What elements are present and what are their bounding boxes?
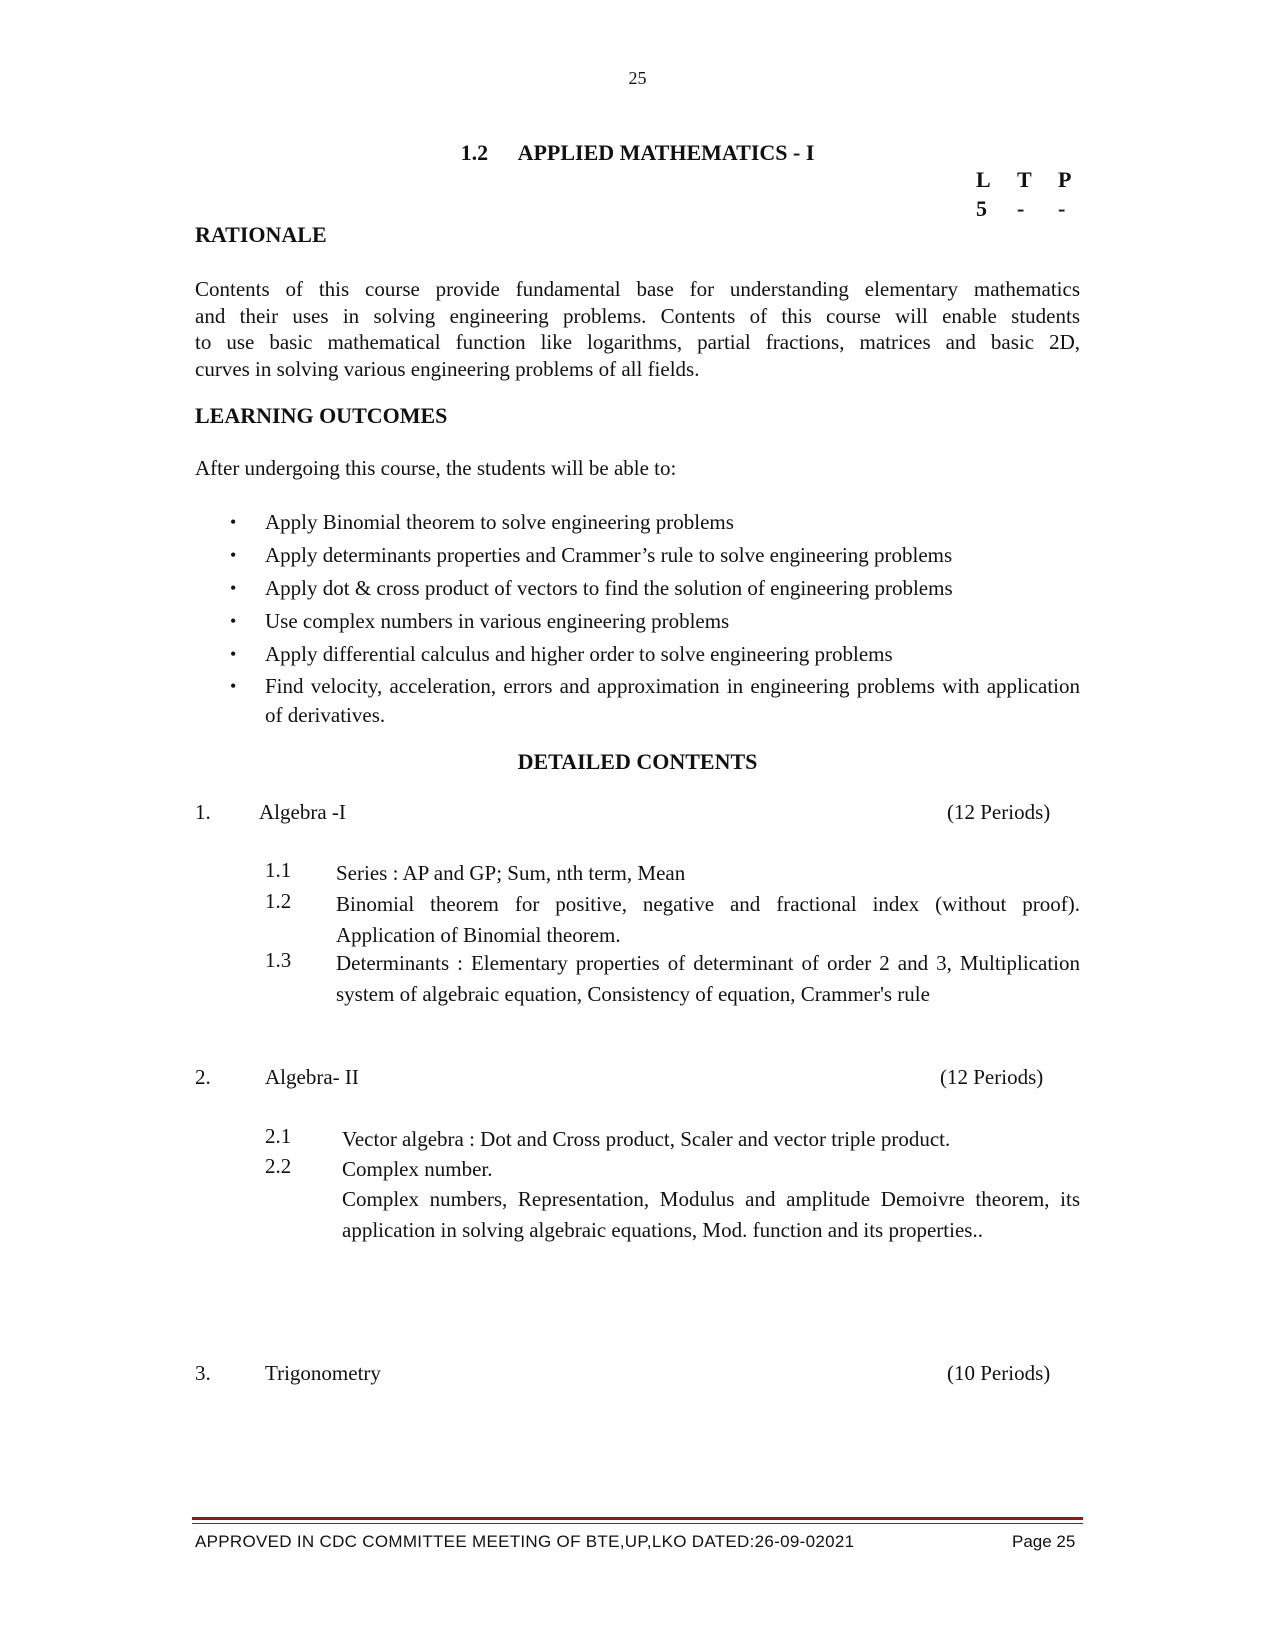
section-periods: (10 Periods)	[947, 1361, 1051, 1385]
course-number: 1.2	[460, 140, 489, 165]
rationale-line: to use basic mathematical function like logarithms, partial fractions, matrices and basic 2D,	[195, 330, 1080, 354]
list-item: • Apply differential calculus and higher order to solve engineering problems	[230, 639, 1080, 669]
subsection-number: 2.1	[265, 1124, 292, 1148]
bullet-icon: •	[230, 545, 237, 565]
bullet-icon: •	[230, 512, 237, 532]
ltp-values	[976, 196, 1099, 222]
ltp-header-l: L	[976, 167, 991, 192]
section-number: 1.	[195, 800, 211, 824]
footer-rule-thin	[192, 1523, 1083, 1524]
list-item: • Find velocity, acceleration, errors and approximation in engineering problems with application of derivatives.	[230, 674, 1080, 727]
course-title	[0, 140, 1275, 166]
subsection-text: Binomial theorem for positive, negative and fractional index (without proof). Application of Binomial theorem.	[336, 892, 1080, 947]
rationale-paragraph	[195, 276, 1080, 382]
ltp-headers	[976, 167, 1099, 193]
section-number: 2.	[195, 1065, 211, 1089]
section-periods: (12 Periods)	[940, 1065, 1044, 1089]
footer-approval-text: APPROVED IN CDC COMMITTEE MEETING OF BTE,UP,LKO DATED:26-09-02021	[195, 1532, 855, 1551]
learning-outcomes-heading: LEARNING OUTCOMES	[195, 403, 448, 428]
list-item: • Use complex numbers in various engineering problems	[230, 606, 1080, 636]
rationale-line: curves in solving various engineering problems of all fields.	[195, 356, 700, 381]
subsection-number: 1.1	[265, 858, 292, 882]
section-title: Algebra- II	[265, 1065, 359, 1089]
section-title: Trigonometry	[265, 1361, 381, 1385]
subsection-number: 2.2	[265, 1154, 292, 1178]
footer-rule	[192, 1517, 1083, 1520]
ltp-value-p: -	[1058, 196, 1066, 221]
bullet-icon: •	[230, 578, 237, 598]
course-name: APPLIED MATHEMATICS - I	[517, 140, 815, 165]
list-item: • Apply determinants properties and Crammer’s rule to solve engineering problems	[230, 540, 1080, 570]
section-periods: (12 Periods)	[947, 800, 1051, 824]
subsection-text: Series : AP and GP; Sum, nth term, Mean	[336, 861, 686, 885]
list-item: • Apply dot & cross product of vectors to find the solution of engineering problems	[230, 573, 1080, 603]
subsection-text: Complex numbers, Representation, Modulus and amplitude Demoivre theorem, its application in solving algebraic equations, Mod. function and its properties..	[342, 1187, 1080, 1242]
bullet-icon: •	[230, 611, 237, 631]
subsection-text: Determinants : Elementary properties of determinant of order 2 and 3, Multiplication system of algebraic equation, Consistency of equation, Crammer's rule	[336, 951, 1080, 1006]
rationale-heading: RATIONALE	[195, 222, 327, 247]
subsection-number: 1.2	[265, 889, 292, 913]
learning-outcomes-list	[230, 507, 1080, 733]
subsection-text: Vector algebra : Dot and Cross product, Scaler and vector triple product.	[342, 1127, 951, 1151]
page-number-top: 25	[628, 68, 647, 88]
bullet-icon: •	[230, 676, 237, 696]
ltp-value-t: -	[1017, 196, 1025, 221]
ltp-header-p: P	[1058, 167, 1072, 192]
subsection-text: Complex number.	[342, 1157, 493, 1181]
section-title: Algebra -I	[259, 800, 346, 824]
detailed-contents-heading: DETAILED CONTENTS	[517, 749, 758, 774]
ltp-value-l: 5	[976, 196, 987, 221]
list-item: • Apply Binomial theorem to solve engineering problems	[230, 507, 1080, 537]
bullet-icon: •	[230, 644, 237, 664]
section-number: 3.	[195, 1361, 211, 1385]
ltp-header-t: T	[1017, 167, 1032, 192]
subsection-number: 1.3	[265, 948, 292, 972]
rationale-line: and their uses in solving engineering problems. Contents of this course will enable students	[195, 303, 1080, 328]
learning-outcomes-intro: After undergoing this course, the students will be able to:	[195, 456, 677, 480]
rationale-line: Contents of this course provide fundamental base for understanding elementary mathematics	[195, 277, 1080, 301]
footer-page-number: Page 25	[1012, 1532, 1076, 1551]
